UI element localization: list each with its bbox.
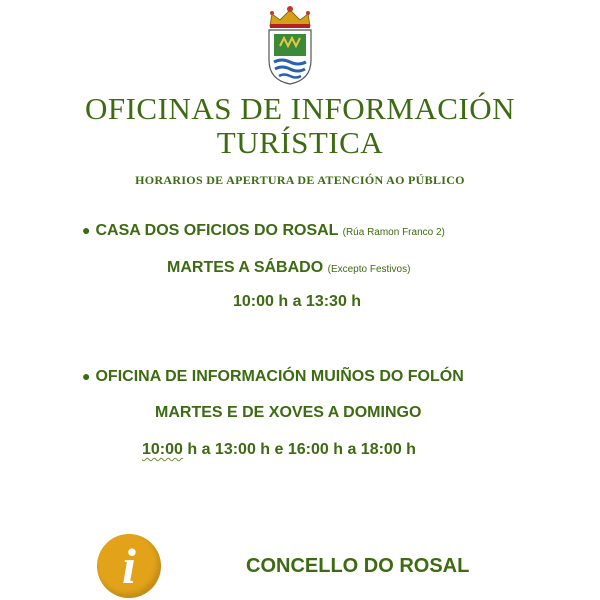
page-title-line2: TURÍSTICA: [216, 125, 384, 160]
office1-days-line: [167, 259, 410, 277]
info-glyph: i: [122, 538, 136, 594]
office2-hours: [142, 441, 416, 459]
coat-of-arms-logo: [262, 2, 318, 86]
office2-hours-start: 10:00: [142, 441, 183, 458]
office1-days: MARTES A SÁBADO: [167, 259, 324, 276]
office1-heading: [82, 222, 445, 240]
office1-name: CASA DOS OFICIOS DO ROSAL: [95, 222, 339, 239]
office2-hours-rest: h a 13:00 h e 16:00 h a 18:00 h: [182, 441, 416, 458]
bullet-icon: ●: [82, 368, 91, 384]
page-title-line1: OFICINAS DE INFORMACIÓN: [84, 91, 516, 126]
office1-days-note: (Excepto Festivos): [327, 264, 411, 275]
office1-hours: 10:00 h a 13:30 h: [233, 293, 362, 310]
office2-heading: [82, 368, 464, 386]
opening-hours-subtitle: HORARIOS DE APERTURA DE ATENCIÓN AO PÚBLICO: [135, 173, 465, 187]
info-icon: [97, 534, 161, 598]
office1-address: (Rúa Ramon Franco 2): [342, 227, 445, 238]
office2-days: MARTES E DE XOVES A DOMINGO: [155, 404, 422, 421]
office2-name: OFICINA DE INFORMACIÓN MUIÑOS DO FOLÓN: [95, 368, 464, 385]
bullet-icon: ●: [82, 222, 91, 238]
footer-council-name: CONCELLO DO ROSAL: [246, 555, 470, 577]
